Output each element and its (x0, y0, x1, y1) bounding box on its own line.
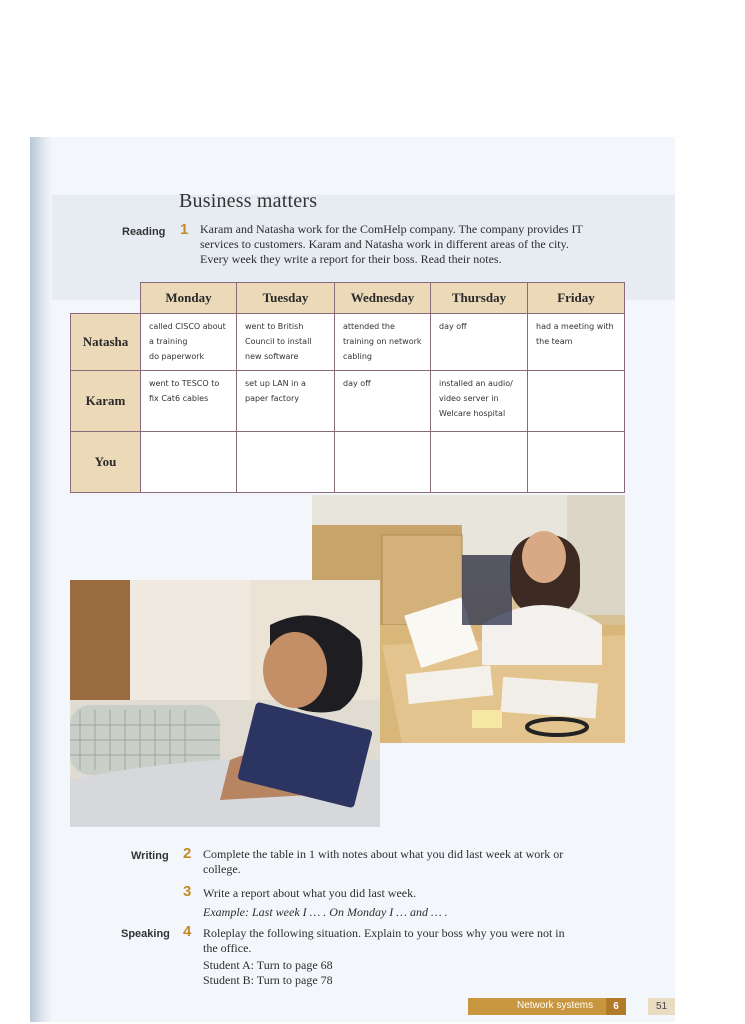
writing-task2-number: 2 (183, 845, 192, 862)
note-line: set up LAN in a (245, 379, 306, 388)
task-line: college. (203, 862, 241, 876)
note-cell-empty (528, 432, 625, 493)
column-header-thursday: Thursday (431, 283, 528, 314)
speaking-label: Speaking (121, 928, 170, 940)
note-cell-empty (431, 432, 528, 493)
column-header-monday: Monday (141, 283, 237, 314)
note-line: went to British (245, 322, 304, 331)
note-cell (528, 314, 625, 371)
note-line: had a meeting with (536, 322, 614, 331)
note-cell (431, 314, 528, 371)
page-number: 51 (648, 998, 675, 1015)
writing-task2-text (203, 847, 563, 877)
table-row-natasha (71, 314, 625, 371)
note-line: day off (343, 379, 371, 388)
reading-line: Every week they write a report for their boss. Read their notes. (200, 252, 502, 266)
speaking-task4-text (203, 926, 565, 956)
row-header-you: You (71, 432, 141, 493)
table-row-you (71, 432, 625, 493)
column-header-tuesday: Tuesday (237, 283, 335, 314)
column-header-friday: Friday (528, 283, 625, 314)
note-cell-empty (528, 371, 625, 432)
writing-task3-number: 3 (183, 883, 192, 900)
note-line: a training (149, 337, 188, 346)
reading-number: 1 (180, 221, 189, 238)
footer-unit-title: Network systems (517, 1000, 594, 1011)
writing-task3-example: Example: Last week I … . On Monday I … and … . (203, 905, 448, 919)
note-line: went to TESCO to (149, 379, 220, 388)
note-line: the team (536, 337, 573, 346)
note-cell (141, 314, 237, 371)
book-spine-shadow (30, 137, 52, 1022)
note-cell (237, 371, 335, 432)
note-line: Welcare hospital (439, 409, 506, 418)
reading-label: Reading (122, 226, 166, 238)
note-line: fix Cat6 cables (149, 394, 209, 403)
note-cell-empty (335, 432, 431, 493)
note-cell (431, 371, 528, 432)
note-line: Council to install (245, 337, 312, 346)
speaking-task4-number: 4 (183, 923, 192, 940)
row-header-natasha: Natasha (71, 314, 141, 371)
note-line: called CISCO about (149, 322, 226, 331)
column-header-wednesday: Wednesday (335, 283, 431, 314)
note-cell-empty (141, 432, 237, 493)
note-line: attended the (343, 322, 395, 331)
note-cell (335, 371, 431, 432)
writing-label: Writing (131, 850, 169, 862)
man-photo-illustration (70, 580, 380, 827)
note-cell (141, 371, 237, 432)
man-with-laptop-photo (70, 580, 380, 827)
note-line: cabling (343, 352, 372, 361)
task-line: Complete the table in 1 with notes about what you did last week at work or (203, 847, 564, 861)
note-cell (335, 314, 431, 371)
reading-text (200, 222, 583, 267)
note-cell (237, 314, 335, 371)
note-line: installed an audio/ (439, 379, 513, 388)
note-line: paper factory (245, 394, 299, 403)
task-line: Roleplay the following situation. Explain to your boss why you were not in (203, 926, 565, 940)
reading-line: services to customers. Karam and Natasha work in different areas of the city. (200, 237, 569, 251)
note-line: do paperwork (149, 352, 205, 361)
note-line: video server in (439, 394, 499, 403)
weekly-notes-table (70, 282, 625, 493)
note-cell-empty (237, 432, 335, 493)
student-b-instruction: Student B: Turn to page 78 (203, 973, 333, 987)
table-row-karam (71, 371, 625, 432)
student-a-instruction: Student A: Turn to page 68 (203, 958, 333, 972)
note-line: day off (439, 322, 467, 331)
reading-line: Karam and Natasha work for the ComHelp company. The company provides IT (200, 222, 583, 236)
writing-task3-text: Write a report about what you did last week. (203, 886, 417, 900)
row-header-karam: Karam (71, 371, 141, 432)
footer-unit-number: 6 (606, 998, 626, 1015)
note-line: new software (245, 352, 299, 361)
note-line: training on network (343, 337, 422, 346)
table-corner (71, 283, 141, 314)
section-title: Business matters (179, 190, 318, 212)
task-line: the office. (203, 941, 252, 955)
